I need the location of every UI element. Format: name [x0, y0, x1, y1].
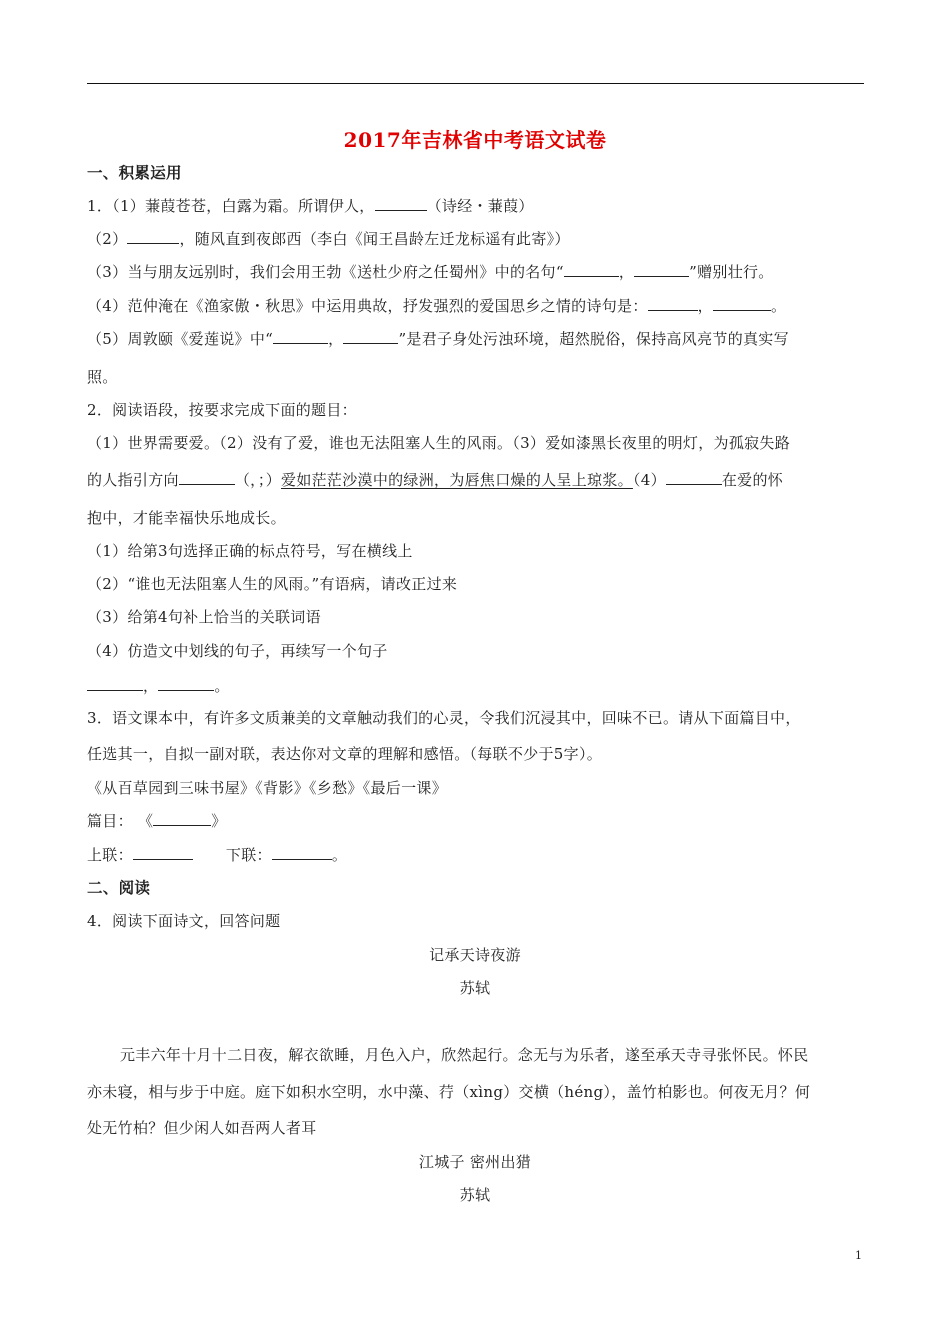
header-rule — [87, 83, 864, 84]
poem-title-1: 记承天诗夜游 — [429, 946, 521, 964]
q1-line-4: （4）范仲淹在《渔家傲・秋思》中运用典故，抒发强烈的爱国思乡之情的诗句是： ， 。 — [87, 297, 787, 315]
q1-line-6: 照。 — [87, 368, 118, 386]
q2-passage-line-3: 抱中，才能幸福快乐地成长。 — [87, 509, 286, 527]
q1-line-5: （5）周敦颐《爱莲说》中“ ， ”是君子身处污浊环境，超然脱俗，保持高风亮节的真实写 — [87, 330, 789, 348]
q3-title-line: 篇目： 《 》 — [87, 812, 227, 830]
q2-intro: 2．阅读语段，按要求完成下面的题目： — [87, 401, 357, 419]
poem-author-1: 苏轼 — [459, 979, 491, 997]
page-number: 1 — [855, 1249, 862, 1262]
q2-sub-3: （3）给第4句补上恰当的关联词语 — [87, 608, 321, 626]
section-heading-2: 二、阅读 — [87, 878, 151, 897]
q3-line-2: 任选其一，自拟一副对联，表达你对文章的理解和感悟。（每联不少于5字）。 — [87, 745, 603, 763]
section-heading-1: 一、积累运用 — [87, 163, 182, 182]
page-title: 2017年吉林省中考语文试卷 — [343, 128, 607, 152]
q4-intro: 4．阅读下面诗文，回答问题 — [87, 912, 281, 930]
poem-title-2: 江城子 密州出猎 — [418, 1153, 532, 1171]
q2-sub-2: （2）“谁也无法阻塞人生的风雨。”有语病，请改正过来 — [87, 575, 458, 593]
prose-line-3: 处无竹柏？但少闲人如吾两人者耳 — [87, 1119, 317, 1137]
q2-passage-line-1: （1）世界需要爱。（2）没有了爱，谁也无法阻塞人生的风雨。（3）爱如漆黑长夜里的明灯，为孤寂失路 — [87, 434, 791, 452]
poem-author-2: 苏轼 — [459, 1186, 491, 1204]
q2-passage-line-2: 的人指引方向 （，；）爱如茫茫沙漠中的绿洲，为唇焦口燥的人呈上琼浆。（4） 在爱的怀 — [87, 471, 784, 489]
prose-line-2: 亦未寝，相与步于中庭。庭下如积水空明，水中藻、荇（xìng）交横（héng），盖竹柏影也。何夜无月？何 — [87, 1083, 811, 1101]
underlined-sentence: 爱如茫茫沙漠中的绿洲，为唇焦口燥的人呈上琼浆。 — [281, 471, 633, 489]
q3-line-1: 3．语文课本中，有许多文质兼美的文章触动我们的心灵，令我们沉浸其中，回味不已。请从下面篇目中， — [87, 709, 801, 727]
q2-sub-1: （1）给第3句选择正确的标点符号，写在横线上 — [87, 542, 413, 560]
q1-line-3: （3）当与朋友远别时，我们会用王勃《送杜少府之任蜀州》中的名句“ ， ”赠别壮行。 — [87, 263, 774, 281]
q1-line-2: （2） ，随风直到夜郎西（李白《闻王昌龄左迁龙标遥有此寄》） — [87, 230, 570, 248]
q3-article-list: 《从百草园到三味书屋》《背影》《乡愁》《最后一课》 — [87, 779, 448, 797]
q1-line-1: 1．（1）蒹葭苍苍，白露为霜。所谓伊人， （诗经・蒹葭） — [87, 197, 534, 215]
q2-sub-4: （4）仿造文中划线的句子，再续写一个句子 — [87, 642, 388, 660]
q3-couplet-line: 上联： 下联： 。 — [87, 846, 348, 864]
prose-line-1: 元丰六年十月十二日夜，解衣欲睡，月色入户，欣然起行。念无与为乐者，遂至承天寺寻张怀民。怀民 — [120, 1046, 809, 1064]
q2-answer-line: ， 。 — [87, 676, 230, 696]
